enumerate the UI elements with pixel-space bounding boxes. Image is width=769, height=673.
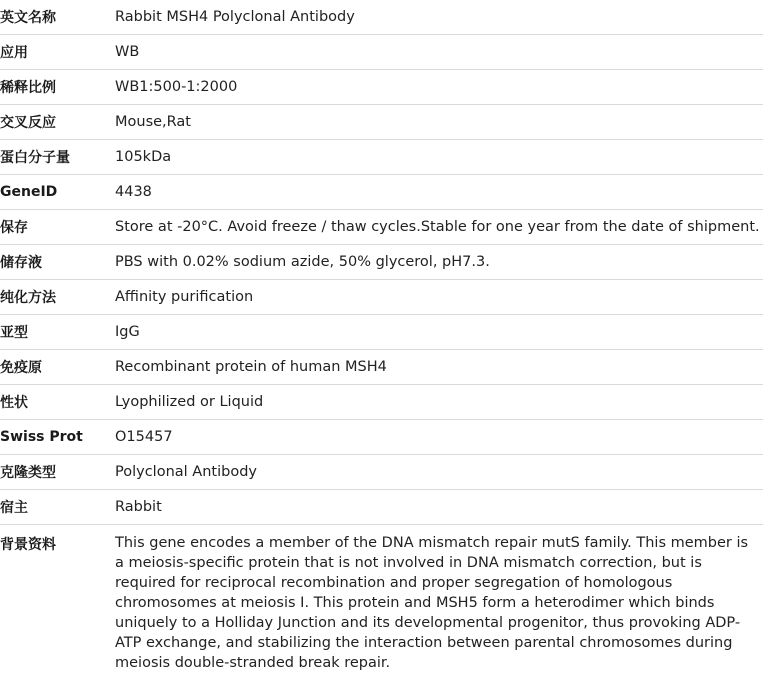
spec-label: 宿主 — [0, 490, 115, 525]
spec-value: 105kDa — [115, 140, 763, 175]
spec-row-application — [0, 35, 763, 70]
spec-value: 4438 — [115, 175, 763, 210]
spec-value: Mouse,Rat — [115, 105, 763, 140]
spec-row-storage — [0, 210, 763, 245]
spec-value: Rabbit MSH4 Polyclonal Antibody — [115, 0, 763, 35]
spec-row-english-name — [0, 0, 763, 35]
spec-value: WB — [115, 35, 763, 70]
spec-value: Recombinant protein of human MSH4 — [115, 350, 763, 385]
spec-label: 免疫原 — [0, 350, 115, 385]
spec-value: Rabbit — [115, 490, 763, 525]
spec-row-swiss-prot — [0, 420, 763, 455]
spec-row-host — [0, 490, 763, 525]
spec-label: 蛋白分子量 — [0, 140, 115, 175]
spec-label: 应用 — [0, 35, 115, 70]
spec-label: Swiss Prot — [0, 420, 115, 455]
spec-row-form — [0, 385, 763, 420]
spec-value: Lyophilized or Liquid — [115, 385, 763, 420]
spec-row-dilution — [0, 70, 763, 105]
spec-row-isotype — [0, 315, 763, 350]
spec-label: 克隆类型 — [0, 455, 115, 490]
spec-label: 稀释比例 — [0, 70, 115, 105]
spec-row-gene-id — [0, 175, 763, 210]
spec-row-immunogen — [0, 350, 763, 385]
spec-label: 英文名称 — [0, 0, 115, 35]
spec-row-cross-reactivity — [0, 105, 763, 140]
background-description: This gene encodes a member of the DNA mismatch repair mutS family. This member is a meiosis-specific protein that is not involved in DNA mismatch correction, but is required for reciprocal recombination and proper segregation of homologous chromosomes at meiosis I. This protein and MSH5 form a heterodimer which binds uniquely to a Holliday Junction and its developmental progenitor, thus provoking ADP-ATP exchange, and stabilizing the interaction between parental chromosomes during meiosis double-stranded break repair. — [115, 525, 763, 673]
spec-label: 亚型 — [0, 315, 115, 350]
spec-label: 保存 — [0, 210, 115, 245]
spec-value: PBS with 0.02% sodium azide, 50% glycerol, pH7.3. — [115, 245, 763, 280]
spec-value: Affinity purification — [115, 280, 763, 315]
spec-row-purification — [0, 280, 763, 315]
spec-value: Store at -20°C. Avoid freeze / thaw cycles.Stable for one year from the date of shipment. — [115, 210, 763, 245]
spec-row-molecular-weight — [0, 140, 763, 175]
spec-label: GeneID — [0, 175, 115, 210]
spec-row-storage-buffer — [0, 245, 763, 280]
spec-value: O15457 — [115, 420, 763, 455]
spec-value: IgG — [115, 315, 763, 350]
spec-label: 交叉反应 — [0, 105, 115, 140]
spec-value: Polyclonal Antibody — [115, 455, 763, 490]
spec-label: 纯化方法 — [0, 280, 115, 315]
spec-label: 储存液 — [0, 245, 115, 280]
spec-row-background — [0, 525, 763, 673]
spec-label: 性状 — [0, 385, 115, 420]
spec-label: 背景资料 — [0, 525, 115, 673]
spec-row-clonality — [0, 455, 763, 490]
spec-value: WB1:500-1:2000 — [115, 70, 763, 105]
